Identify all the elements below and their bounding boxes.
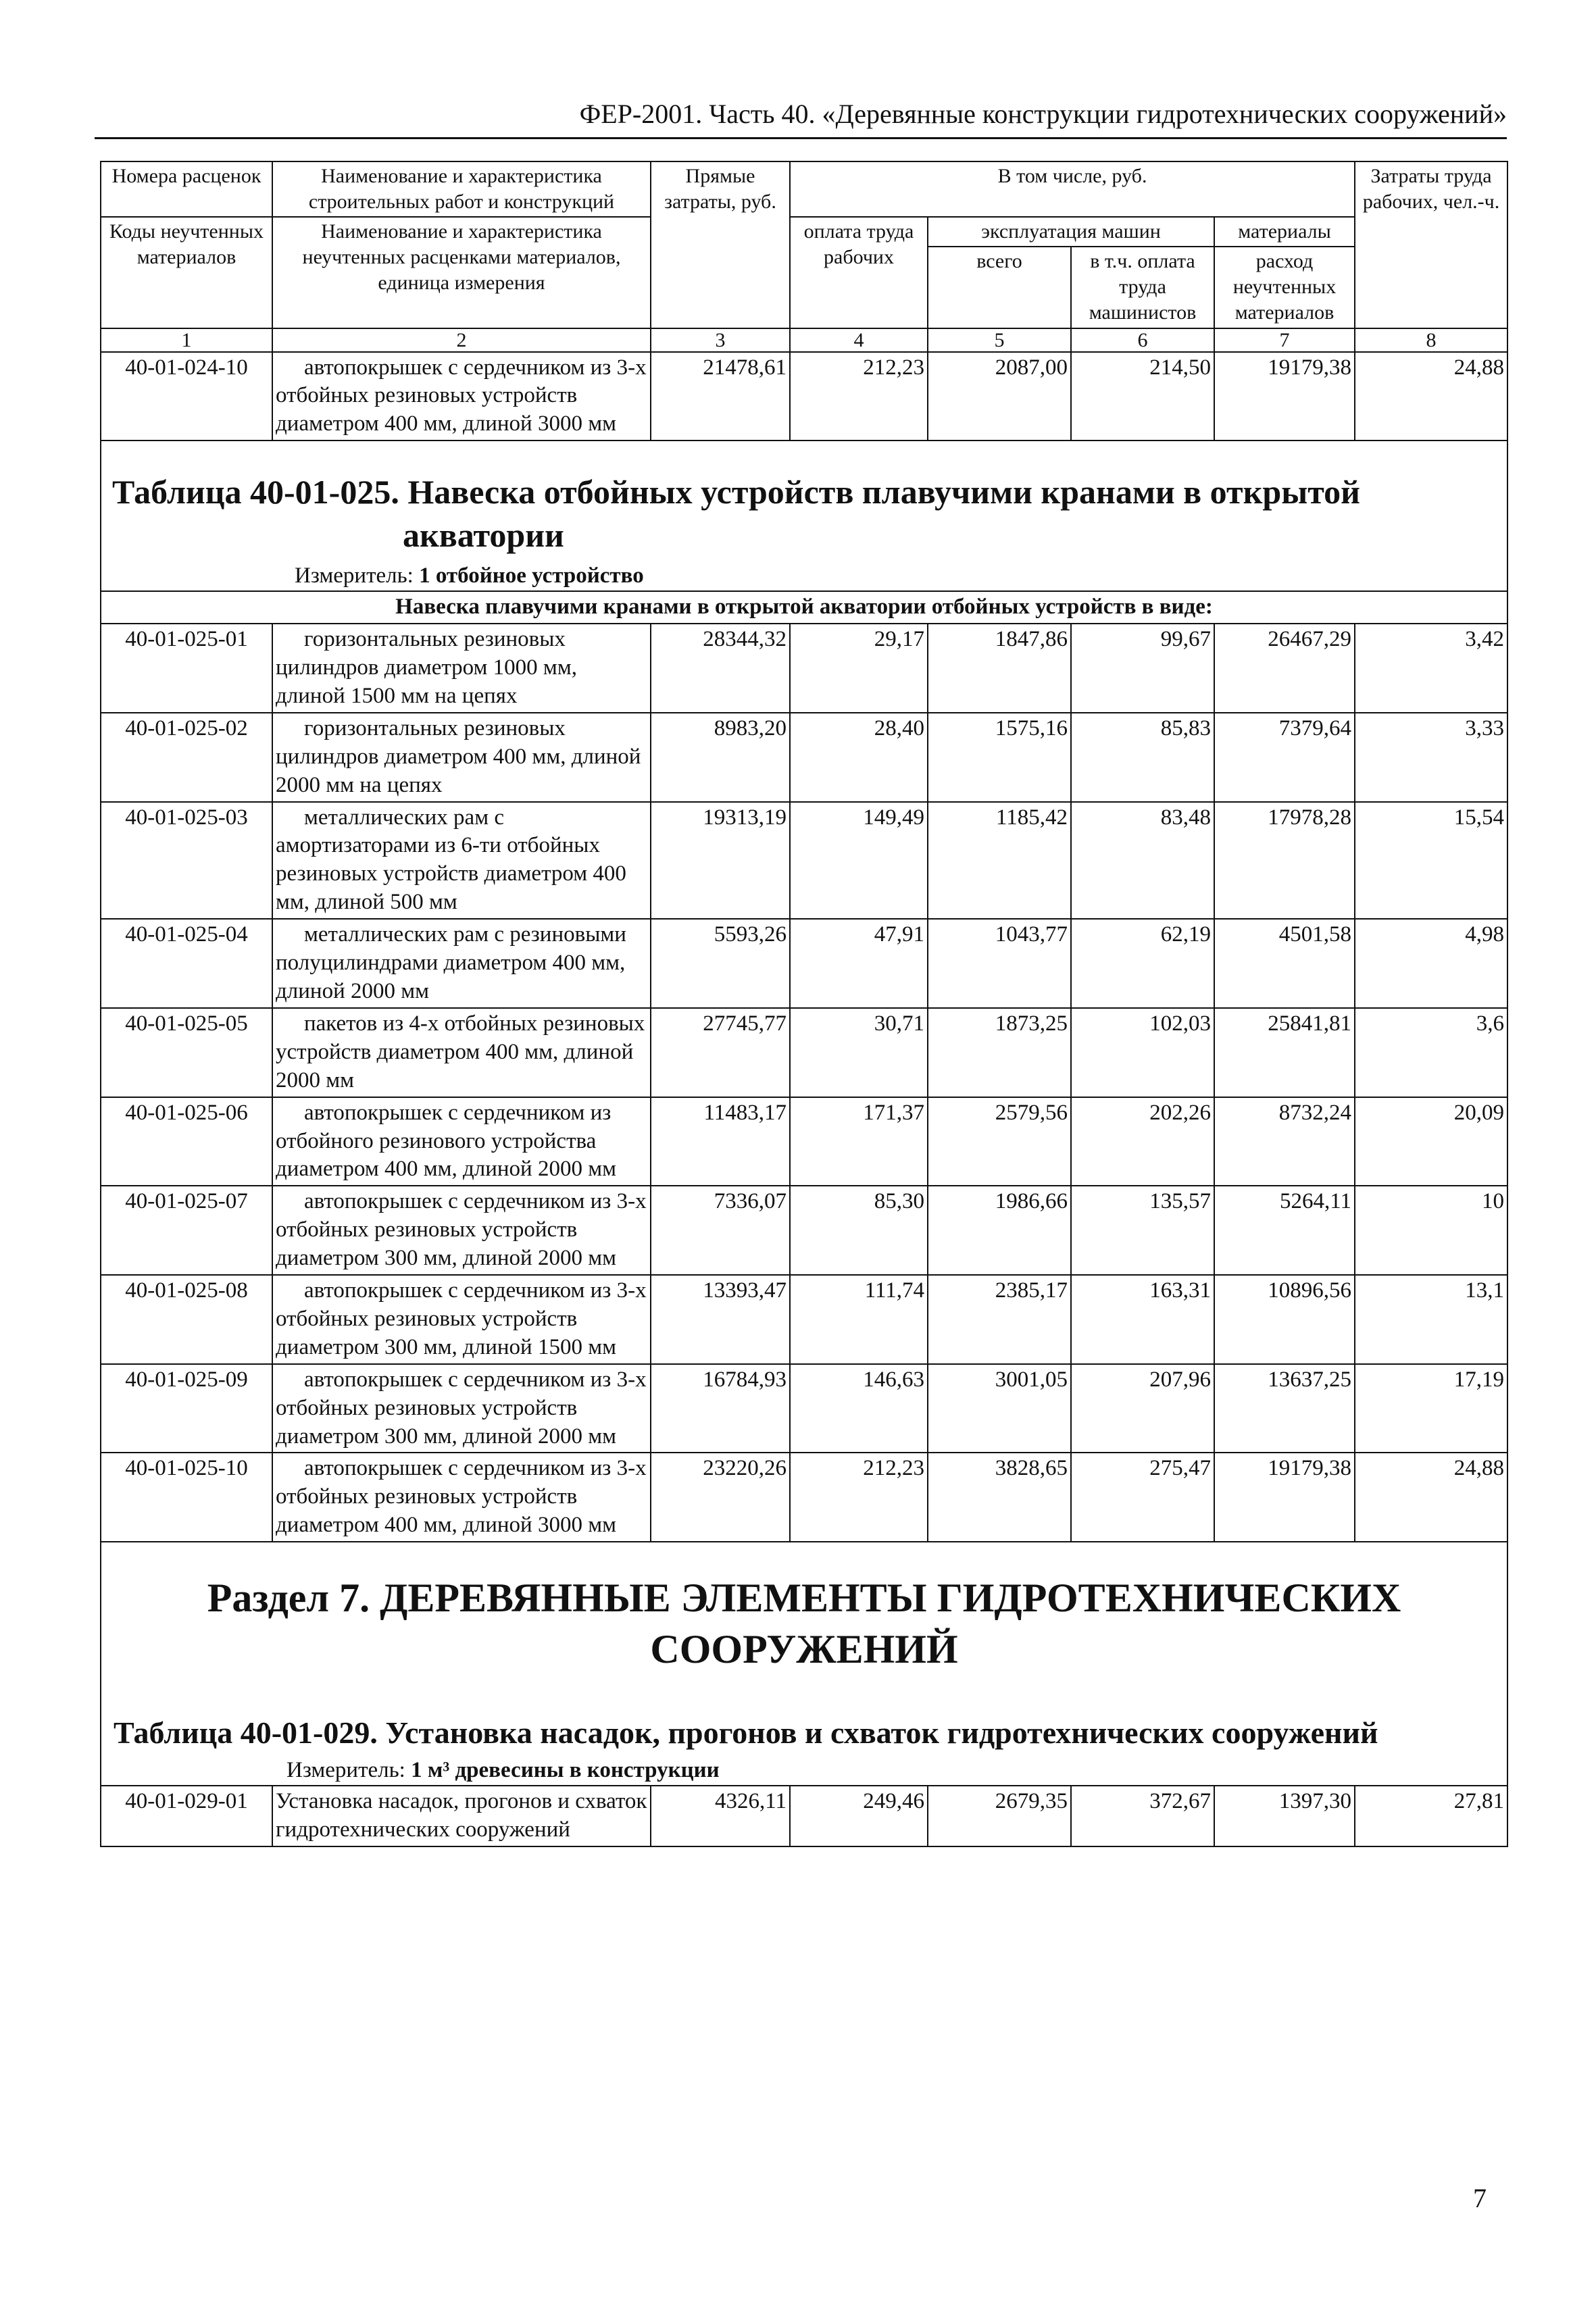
materials-cost: 5264,11 bbox=[1214, 1186, 1355, 1275]
machine-cost: 1847,86 bbox=[928, 624, 1071, 713]
machinist-cost: 372,67 bbox=[1071, 1786, 1214, 1846]
labor-cost: 28,40 bbox=[790, 713, 928, 802]
col-num: 4 bbox=[790, 328, 928, 352]
labor-hours: 24,88 bbox=[1355, 352, 1507, 441]
column-numbers-row bbox=[101, 328, 1507, 352]
header-rule bbox=[95, 137, 1507, 139]
direct-cost: 28344,32 bbox=[651, 624, 790, 713]
table-row bbox=[101, 1008, 1507, 1097]
rate-code: 40-01-025-10 bbox=[101, 1453, 272, 1542]
machinist-cost: 102,03 bbox=[1071, 1008, 1214, 1097]
labor-cost: 212,23 bbox=[790, 1453, 928, 1542]
machinist-cost: 135,57 bbox=[1071, 1186, 1214, 1275]
table-row bbox=[101, 1275, 1507, 1364]
rate-name: металлических рам с амортизаторами из 6-ти отбойных резиновых устройств диаметром 400 мм, длиной 500 мм bbox=[272, 802, 651, 920]
rate-code: 40-01-025-07 bbox=[101, 1186, 272, 1275]
machinist-cost: 62,19 bbox=[1071, 919, 1214, 1008]
page-number: 7 bbox=[1473, 2183, 1487, 2213]
rate-code: 40-01-025-03 bbox=[101, 802, 272, 920]
materials-cost: 4501,58 bbox=[1214, 919, 1355, 1008]
price-table bbox=[100, 161, 1508, 1847]
direct-cost: 27745,77 bbox=[651, 1008, 790, 1097]
section-7-title-line1: Раздел 7. ДЕРЕВЯННЫЕ ЭЛЕМЕНТЫ ГИДРОТЕХНИЧЕСКИХ bbox=[207, 1576, 1401, 1621]
direct-cost: 11483,17 bbox=[651, 1097, 790, 1186]
col-header-unaccounted-names: Наименование и характеристика неучтенных расценками материалов, единица измерения bbox=[272, 217, 651, 328]
labor-cost: 111,74 bbox=[790, 1275, 928, 1364]
col-header-mach-total: всего bbox=[928, 247, 1071, 328]
table-25-title bbox=[101, 441, 1507, 591]
labor-hours: 13,1 bbox=[1355, 1275, 1507, 1364]
machine-cost: 1873,25 bbox=[928, 1008, 1071, 1097]
machinist-cost: 99,67 bbox=[1071, 624, 1214, 713]
direct-cost: 19313,19 bbox=[651, 802, 790, 920]
measure-label: Измеритель: bbox=[286, 1757, 405, 1782]
col-header-materials: материалы bbox=[1214, 217, 1355, 247]
direct-cost: 5593,26 bbox=[651, 919, 790, 1008]
labor-cost: 47,91 bbox=[790, 919, 928, 1008]
col-header-mat-usage: расход неучтенных материалов bbox=[1214, 247, 1355, 328]
materials-cost: 19179,38 bbox=[1214, 352, 1355, 441]
labor-hours: 3,42 bbox=[1355, 624, 1507, 713]
machine-cost: 1575,16 bbox=[928, 713, 1071, 802]
table-row bbox=[101, 624, 1507, 713]
labor-hours: 15,54 bbox=[1355, 802, 1507, 920]
rate-name: автопокрышек с сердечником из 3-х отбойных резиновых устройств диаметром 300 мм, длиной 2000 мм bbox=[272, 1186, 651, 1275]
direct-cost: 13393,47 bbox=[651, 1275, 790, 1364]
col-header-labor: оплата труда рабочих bbox=[790, 217, 928, 328]
labor-hours: 17,19 bbox=[1355, 1364, 1507, 1453]
rate-code: 40-01-025-01 bbox=[101, 624, 272, 713]
machine-cost: 1185,42 bbox=[928, 802, 1071, 920]
labor-cost: 212,23 bbox=[790, 352, 928, 441]
table-29-title: Таблица 40-01-029. Установка насадок, прогонов и схваток гидротехнических сооружений bbox=[114, 1715, 1378, 1750]
labor-cost: 85,30 bbox=[790, 1186, 928, 1275]
col-num: 1 bbox=[101, 328, 272, 352]
table-row bbox=[101, 1364, 1507, 1453]
table-25-title-line2: акватории bbox=[403, 515, 564, 554]
direct-cost: 16784,93 bbox=[651, 1364, 790, 1453]
rate-name: Установка насадок, прогонов и схваток гидротехнических сооружений bbox=[272, 1786, 651, 1846]
col-num: 8 bbox=[1355, 328, 1507, 352]
rate-code: 40-01-025-05 bbox=[101, 1008, 272, 1097]
materials-cost: 7379,64 bbox=[1214, 713, 1355, 802]
rate-code: 40-01-025-08 bbox=[101, 1275, 272, 1364]
table-row bbox=[101, 713, 1507, 802]
rate-name: автопокрышек с сердечником из 3-х отбойных резиновых устройств диаметром 400 мм, длиной 3000 мм bbox=[272, 1453, 651, 1542]
machine-cost: 2087,00 bbox=[928, 352, 1071, 441]
rate-code: 40-01-025-09 bbox=[101, 1364, 272, 1453]
col-header-names: Наименование и характеристика строительных работ и конструкций bbox=[272, 161, 651, 217]
materials-cost: 13637,25 bbox=[1214, 1364, 1355, 1453]
labor-hours: 27,81 bbox=[1355, 1786, 1507, 1846]
measure-label: Измеритель: bbox=[295, 563, 414, 588]
labor-cost: 149,49 bbox=[790, 802, 928, 920]
labor-cost: 29,17 bbox=[790, 624, 928, 713]
machinist-cost: 202,26 bbox=[1071, 1097, 1214, 1186]
machine-cost: 3001,05 bbox=[928, 1364, 1071, 1453]
rate-name: пакетов из 4-х отбойных резиновых устройств диаметром 400 мм, длиной 2000 мм bbox=[272, 1008, 651, 1097]
direct-cost: 7336,07 bbox=[651, 1186, 790, 1275]
machinist-cost: 275,47 bbox=[1071, 1453, 1214, 1542]
machinist-cost: 214,50 bbox=[1071, 352, 1214, 441]
col-header-unaccounted-codes: Коды неучтенных материалов bbox=[101, 217, 272, 328]
table-25-title-line1: Таблица 40-01-025. Навеска отбойных устройств плавучими кранами в открытой bbox=[112, 473, 1360, 511]
rate-code: 40-01-029-01 bbox=[101, 1786, 272, 1846]
table-25-subheading-row bbox=[101, 591, 1507, 624]
rate-code: 40-01-025-02 bbox=[101, 713, 272, 802]
rate-name: автопокрышек с сердечником из отбойного резинового устройства диаметром 400 мм, длиной 2000 мм bbox=[272, 1097, 651, 1186]
machinist-cost: 207,96 bbox=[1071, 1364, 1214, 1453]
col-header-including: В том числе, руб. bbox=[790, 161, 1355, 217]
labor-hours: 3,33 bbox=[1355, 713, 1507, 802]
labor-hours: 4,98 bbox=[1355, 919, 1507, 1008]
machine-cost: 2385,17 bbox=[928, 1275, 1071, 1364]
table-row bbox=[101, 352, 1507, 441]
machine-cost: 3828,65 bbox=[928, 1453, 1071, 1542]
materials-cost: 19179,38 bbox=[1214, 1453, 1355, 1542]
table-25-subheading: Навеска плавучими кранами в открытой акватории отбойных устройств в виде: bbox=[101, 591, 1507, 624]
labor-cost: 146,63 bbox=[790, 1364, 928, 1453]
rate-code: 40-01-025-06 bbox=[101, 1097, 272, 1186]
machine-cost: 2579,56 bbox=[928, 1097, 1071, 1186]
section-7-row bbox=[101, 1542, 1507, 1786]
table-row bbox=[101, 1097, 1507, 1186]
header-row-2 bbox=[101, 217, 1507, 247]
col-num: 5 bbox=[928, 328, 1071, 352]
rate-name: автопокрышек с сердечником из 3-х отбойных резиновых устройств диаметром 300 мм, длиной 1500 мм bbox=[272, 1275, 651, 1364]
labor-hours: 24,88 bbox=[1355, 1453, 1507, 1542]
machinist-cost: 83,48 bbox=[1071, 802, 1214, 920]
labor-cost: 249,46 bbox=[790, 1786, 928, 1846]
measure-value: 1 м³ древесины в конструкции bbox=[411, 1757, 720, 1782]
machinist-cost: 85,83 bbox=[1071, 713, 1214, 802]
labor-hours: 3,6 bbox=[1355, 1008, 1507, 1097]
table-29-measure bbox=[104, 1757, 1504, 1785]
materials-cost: 26467,29 bbox=[1214, 624, 1355, 713]
rate-name: автопокрышек с сердечником из 3-х отбойных резиновых устройств диаметром 300 мм, длиной 2000 мм bbox=[272, 1364, 651, 1453]
direct-cost: 21478,61 bbox=[651, 352, 790, 441]
col-num: 3 bbox=[651, 328, 790, 352]
col-header-machines: эксплуатация машин bbox=[928, 217, 1214, 247]
table-25-body bbox=[101, 624, 1507, 1542]
direct-cost: 23220,26 bbox=[651, 1453, 790, 1542]
labor-cost: 30,71 bbox=[790, 1008, 928, 1097]
col-num: 2 bbox=[272, 328, 651, 352]
rate-code: 40-01-025-04 bbox=[101, 919, 272, 1008]
col-num: 7 bbox=[1214, 328, 1355, 352]
header-row-1 bbox=[101, 161, 1507, 217]
rate-name: металлических рам с резиновыми полуцилиндрами диаметром 400 мм, длиной 2000 мм bbox=[272, 919, 651, 1008]
rate-code: 40-01-024-10 bbox=[101, 352, 272, 441]
materials-cost: 1397,30 bbox=[1214, 1786, 1355, 1846]
rate-name: горизонтальных резиновых цилиндров диаметром 400 мм, длиной 2000 мм на цепях bbox=[272, 713, 651, 802]
col-num: 6 bbox=[1071, 328, 1214, 352]
rate-name: горизонтальных резиновых цилиндров диаметром 1000 мм, длиной 1500 мм на цепях bbox=[272, 624, 651, 713]
running-header: ФЕР-2001. Часть 40. «Деревянные конструкции гидротехнических сооружений» bbox=[579, 99, 1507, 129]
section-7-title bbox=[101, 1542, 1507, 1786]
table-row bbox=[101, 802, 1507, 920]
rate-name: автопокрышек с сердечником из 3-х отбойных резиновых устройств диаметром 400 мм, длиной 3000 мм bbox=[272, 352, 651, 441]
table-row bbox=[101, 1786, 1507, 1846]
machine-cost: 2679,35 bbox=[928, 1786, 1071, 1846]
table-25-measure bbox=[112, 562, 1493, 590]
col-header-codes: Номера расценок bbox=[101, 161, 272, 217]
col-header-direct: Прямые затраты, руб. bbox=[651, 161, 790, 328]
machine-cost: 1986,66 bbox=[928, 1186, 1071, 1275]
col-header-hours: Затраты труда рабочих, чел.-ч. bbox=[1355, 161, 1507, 328]
direct-cost: 8983,20 bbox=[651, 713, 790, 802]
labor-hours: 20,09 bbox=[1355, 1097, 1507, 1186]
table-row bbox=[101, 919, 1507, 1008]
direct-cost: 4326,11 bbox=[651, 1786, 790, 1846]
col-header-mach-labor: в т.ч. оплата труда машинистов bbox=[1071, 247, 1214, 328]
materials-cost: 10896,56 bbox=[1214, 1275, 1355, 1364]
materials-cost: 17978,28 bbox=[1214, 802, 1355, 920]
materials-cost: 25841,81 bbox=[1214, 1008, 1355, 1097]
measure-value: 1 отбойное устройство bbox=[419, 563, 644, 588]
table-row bbox=[101, 1186, 1507, 1275]
table-row bbox=[101, 1453, 1507, 1542]
section-7-title-line2: СООРУЖЕНИЙ bbox=[650, 1627, 958, 1672]
labor-cost: 171,37 bbox=[790, 1097, 928, 1186]
materials-cost: 8732,24 bbox=[1214, 1097, 1355, 1186]
table-25-title-row bbox=[101, 441, 1507, 591]
labor-hours: 10 bbox=[1355, 1186, 1507, 1275]
machine-cost: 1043,77 bbox=[928, 919, 1071, 1008]
machinist-cost: 163,31 bbox=[1071, 1275, 1214, 1364]
